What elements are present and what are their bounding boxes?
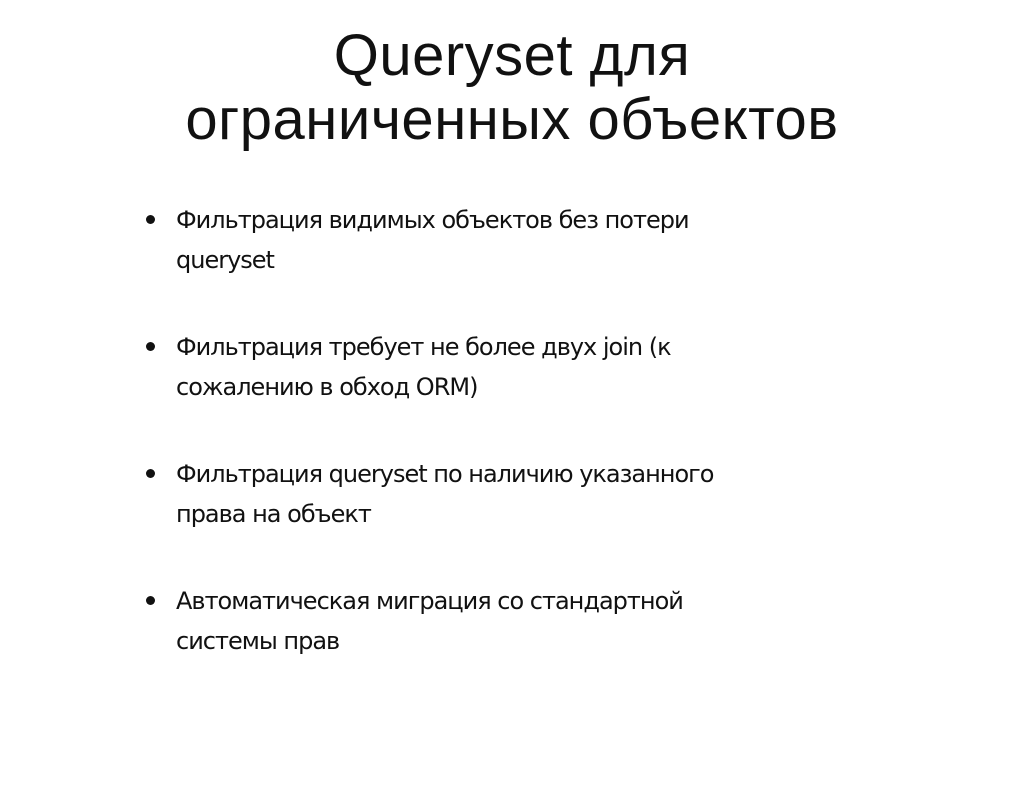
bullet-dot-icon [146,342,155,351]
bullet-dot-icon [146,469,155,478]
bullet-line: Фильтрация требует не более двух join (к [176,333,671,361]
bullet-line: Фильтрация queryset по наличию указанного [176,460,714,488]
bullet-dot-icon [146,596,155,605]
bullet-list [146,200,866,708]
bullet-item [146,454,866,534]
slide-title [40,24,984,152]
bullet-line: Автоматическая миграция со стандартной [176,587,683,615]
slide-title-line-1: Queryset для [333,23,691,88]
bullet-item [146,581,866,661]
bullet-item [146,200,866,280]
bullet-line: сожалению в обход ORM) [176,373,478,401]
slide-title-line-2: ограниченных объектов [185,87,839,152]
bullet-line: системы прав [176,627,340,655]
bullet-line: права на объект [176,500,371,528]
bullet-item [146,327,866,407]
bullet-line: queryset [176,246,274,274]
bullet-line: Фильтрация видимых объектов без потери [176,206,689,234]
bullet-dot-icon [146,215,155,224]
